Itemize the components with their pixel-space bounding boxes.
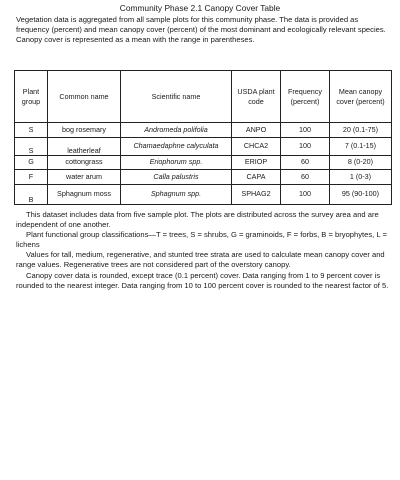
table-row [15, 155, 392, 170]
cell-plant-group: F [15, 170, 48, 185]
cell-frequency: 100 [281, 137, 330, 155]
cell-plant-group: S [15, 123, 48, 138]
cell-usda-code: CAPA [232, 170, 281, 185]
cell-scientific-name: Sphagnum spp. [121, 184, 232, 204]
note-rounding: Canopy cover data is rounded, except trace (0.1 percent) cover. Data ranging from 1 to 9 percent cover is rounded to the nearest integer. Data ranging from 10 to 100 percent cover is rounded to the nearest factor of 5. [16, 270, 389, 290]
header-scientific-name: Scientific name [121, 71, 232, 123]
table-header-row [15, 71, 392, 123]
cell-scientific-name: Eriophorum spp. [121, 155, 232, 170]
cell-usda-code: ANPO [232, 123, 281, 138]
cell-plant-group: B [15, 184, 48, 204]
note-dataset: This dataset includes data from five sample plot. The plots are distributed across the survey area and are independent of one another. [16, 210, 379, 230]
cell-frequency: 100 [281, 184, 330, 204]
table-row [15, 137, 392, 155]
cell-plant-group: G [15, 155, 48, 170]
table-notes [16, 210, 391, 291]
header-frequency: Frequency (percent) [281, 71, 330, 123]
cell-common-name: water arum [48, 170, 121, 185]
header-plant-group: Plant group [15, 71, 48, 123]
cell-frequency: 100 [281, 123, 330, 138]
cell-frequency: 60 [281, 170, 330, 185]
cell-mean-cover: 1 (0-3) [330, 170, 392, 185]
table-row [15, 170, 392, 185]
cell-plant-group: S [15, 137, 48, 155]
cell-scientific-name: Calla palustris [121, 170, 232, 185]
cell-mean-cover: 8 (0-20) [330, 155, 392, 170]
page-title: Community Phase 2.1 Canopy Cover Table [119, 3, 281, 13]
cell-common-name: cottongrass [48, 155, 121, 170]
cell-mean-cover: 95 (90-100) [330, 184, 392, 204]
cell-usda-code: SPHAG2 [232, 184, 281, 204]
cell-common-name: bog rosemary [48, 123, 121, 138]
note-functional-groups: Plant functional group classifications—T = trees, S = shrubs, G = graminoids, F = forbs, B = bryophytes, L = lichens [16, 230, 387, 250]
cell-mean-cover: 20 (0.1-75) [330, 123, 392, 138]
cell-frequency: 60 [281, 155, 330, 170]
table-row [15, 184, 392, 204]
cell-scientific-name: Andromeda polifolia [121, 123, 232, 138]
cell-usda-code: CHCA2 [232, 137, 281, 155]
header-common-name: Common name [48, 71, 121, 123]
note-tree-strata: Values for tall, medium, regenerative, and stunted tree strata are used to calculate mean canopy cover and range values. Regenerative trees are not considered part of the overstory canopy. [16, 250, 385, 270]
intro-paragraph: Vegetation data is aggregated from all sample plots for this community phase. The data is provided as frequency (percent) and mean canopy cover (percent) of the most dominant and ecologically relevant species. Canopy cover is represented as a mean with the range in parentheses. [16, 15, 386, 45]
cell-usda-code: ERIOP [232, 155, 281, 170]
header-usda-code: USDA plant code [232, 71, 281, 123]
header-mean-cover: Mean canopy cover (percent) [330, 71, 392, 123]
cell-common-name: Sphagnum moss [48, 184, 121, 204]
cell-scientific-name: Chamaedaphne calyculata [121, 137, 232, 155]
canopy-cover-table [14, 70, 392, 205]
cell-common-name: leatherleaf [48, 137, 121, 155]
cell-mean-cover: 7 (0.1-15) [330, 137, 392, 155]
table-row [15, 123, 392, 138]
